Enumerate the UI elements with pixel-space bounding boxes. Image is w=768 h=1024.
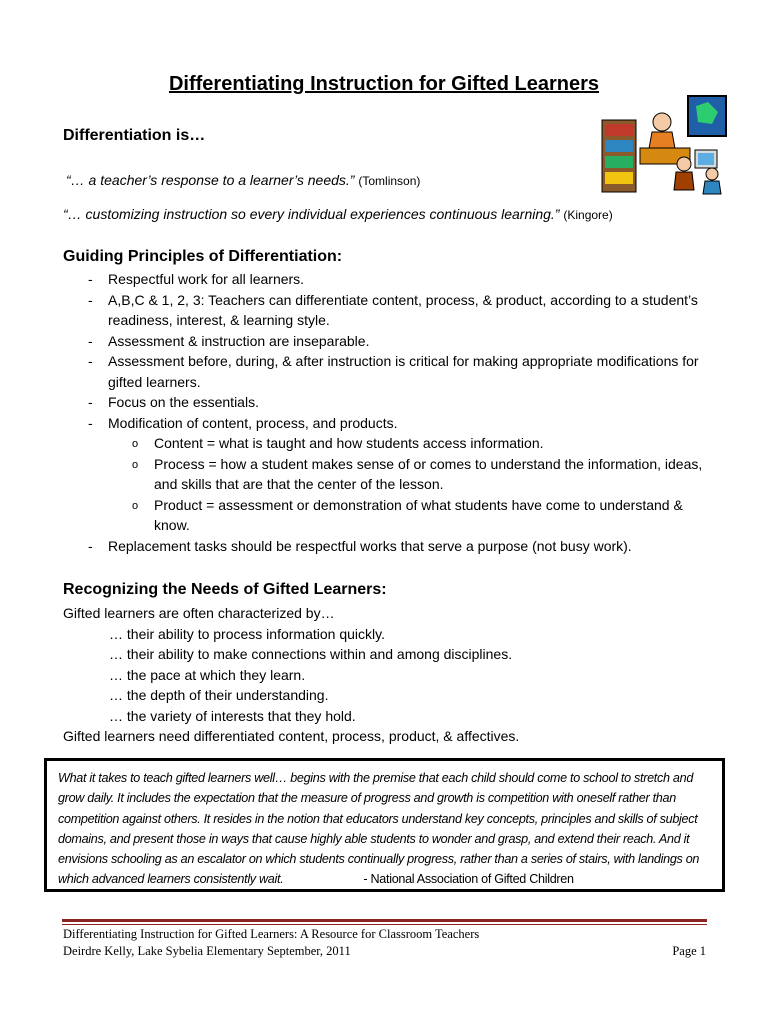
needs-intro: Gifted learners are often characterized by… [63, 605, 335, 621]
quote-text: “… a teacher’s response to a learner’s needs.” [66, 172, 355, 188]
list-item [88, 413, 708, 536]
needs-item: … the pace at which they learn. [109, 666, 306, 683]
sublist-item: o Product = assessment or demonstration of what students have come to understand & know. [108, 495, 708, 536]
footer-line-1: Differentiating Instruction for Gifted Learners: A Resource for Classroom Teachers [63, 927, 480, 941]
needs-item: … their ability to make connections within and among disciplines. [109, 646, 513, 662]
classroom-clipart-icon [600, 92, 730, 197]
footer-line-2: Deirdre Kelly, Lake Sybelia Elementary September, 2011 [63, 944, 351, 958]
quote-text: “… customizing instruction so every individual experiences continuous learning.” [63, 206, 560, 222]
quote-source: (Tomlinson) [358, 174, 421, 188]
list-item: - Respectful work for all learners. [88, 269, 708, 290]
nagc-quote: What it takes to teach gifted learners well… begins with the premise that each child should come to school to stretch and grow daily. It includes the expectation that the measure of progress and growth is competition with oneself rather than competition against others. It resides in the notion that educators understand key concepts, principles and skills of subject domains, and present those in ways that cause highly able students to wonder and grasp, and extend their reach. And it envisions schooling as an escalator on which students continually progress, rather than a series of stairs, with landings on which advanced learners consistently wait. [58, 771, 700, 887]
list-item: - Assessment & instruction are inseparable. [88, 331, 708, 352]
sublist-item: o Content = what is taught and how students access information. [108, 433, 708, 454]
tomlinson-quote [66, 172, 420, 188]
list-item: - Replacement tasks should be respectful works that serve a purpose (not busy work). [88, 536, 708, 557]
list-item: - Assessment before, during, & after instruction is critical for making appropriate modifications for gifted learners. [88, 351, 708, 392]
needs-item: … the variety of interests that they hold. [109, 707, 356, 724]
needs-item: … the depth of their understanding. [109, 687, 329, 703]
needs-heading: Recognizing the Needs of Gifted Learners: [63, 581, 387, 598]
nagc-attribution: - National Association of Gifted Children [363, 872, 574, 887]
page-title: Differentiating Instruction for Gifted Learners [168, 73, 600, 95]
definition-heading: Differentiation is… [63, 127, 206, 144]
footer-rule-thin [62, 924, 707, 925]
footer-rule [62, 919, 707, 922]
needs-section [63, 603, 519, 747]
kingore-quote [63, 206, 613, 222]
sublist-item: o Process = how a student makes sense of or comes to understand the information, ideas, and skills that are that the center of the lesson. [108, 454, 708, 495]
page-number: Page 1 [672, 944, 706, 958]
needs-item: … their ability to process information quickly. [109, 625, 385, 642]
principles-heading: Guiding Principles of Differentiation: [63, 248, 343, 265]
list-item: - A,B,C & 1, 2, 3: Teachers can differentiate content, process, & product, according to a student’s readiness, interest, & learning style. [88, 290, 708, 331]
principles-list [88, 269, 708, 556]
list-item-text: Modification of content, process, and products. [108, 414, 398, 431]
nagc-quote-box [44, 758, 725, 892]
list-item: - Focus on the essentials. [88, 392, 708, 413]
needs-conclusion: Gifted learners need differentiated content, process, product, & affectives. [63, 728, 520, 744]
quote-source: (Kingore) [563, 208, 613, 222]
modification-sublist [108, 433, 708, 536]
